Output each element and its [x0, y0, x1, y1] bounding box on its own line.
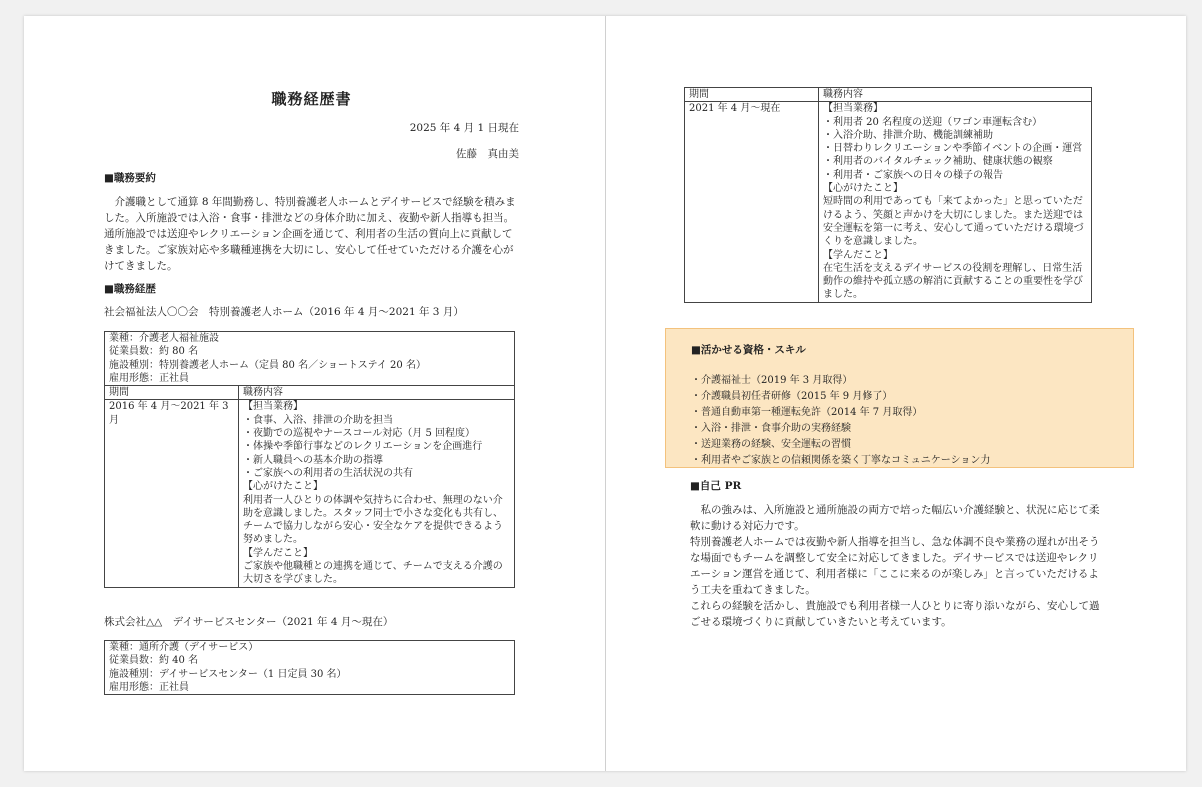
skill-item: ・入浴・排泄・食事介助の実務経験: [691, 423, 851, 434]
pr-line: エーション運営を通じて、利用者様に「ここに来るのが楽しみ」と言っていただけるよ: [690, 568, 1099, 580]
duty-line: ・入浴介助、排泄介助、機能訓練補助: [823, 129, 993, 141]
pr-paragraph: [690, 502, 1100, 630]
page-right: [684, 16, 1104, 771]
summary-line: けてきました。: [104, 260, 178, 272]
duty-line: 【担当業務】: [243, 401, 303, 413]
pr-line: な場面でもチームを調整して安全に対応してきました。デイサービスでは送迎やレクリ: [690, 552, 1099, 564]
author-name: 佐藤 真由美: [456, 148, 519, 160]
header-period: 期間: [105, 386, 239, 399]
period-cell: 2021 年 4 月～現在: [685, 102, 819, 301]
skill-item: ・送迎業務の経験、安全運転の習慣: [691, 439, 851, 450]
duty-line: ・ご家族への利用者の生活状況の共有: [243, 467, 413, 479]
pr-line: ごせる環境づくりに貢献していきたいと考えています。: [690, 616, 952, 628]
pr-line: 特別養護老人ホームでは夜勤や新人指導を担当し、急な体調不良や業務の遅れが出そう: [690, 536, 1100, 548]
header-duty: 職務内容: [243, 387, 283, 399]
duty-line: ・体操や季節行事などのレクリエーションを企画進行: [243, 441, 483, 453]
summary-paragraph: [104, 194, 516, 274]
info-line: 従業員数：約 80 名: [109, 346, 199, 358]
summary-line: 通所施設では送迎やレクリエーション企画を通じて、利用者の生活の質向上に貢献して: [104, 228, 513, 240]
document-date: 2025 年 4 月 1 日現在: [409, 122, 519, 134]
company1-table: [104, 331, 515, 588]
skill-item: ・介護職員初任者研修（2015 年 9 月修了）: [691, 391, 893, 402]
page-divider: [605, 16, 606, 771]
learn-heading: 【学んだこと】: [243, 547, 313, 559]
summary-line: した。入所施設では入浴・食事・排泄などの身体介助に加え、夜勤や新人指導も担当。: [104, 212, 515, 224]
document-spread: [24, 16, 1186, 771]
header-period: 期間: [685, 88, 819, 101]
skill-item: ・利用者やご家族との信頼関係を築く丁寧なコミュニケーション力: [691, 455, 991, 466]
company2-info: [105, 641, 514, 694]
company1-info: [105, 332, 514, 385]
document-title: 職務経歴書: [271, 90, 352, 108]
skills-highlight-box: [665, 328, 1134, 468]
info-line: 従業員数：約 40 名: [109, 655, 199, 667]
company2-duty-table: [684, 87, 1092, 303]
pr-line: 軟に動ける対応力です。: [690, 520, 805, 532]
skills-heading: ■活かせる資格・スキル: [691, 344, 806, 356]
summary-line: きました。ご家族対応や多職種連携を大切にし、安心して任せていただける介護を心が: [104, 244, 514, 256]
period-cell: 2016 年 4 月～2021 年 3 月: [105, 400, 239, 586]
info-line: 業種：通所介護（デイサービス）: [109, 642, 259, 653]
summary-heading: ■職務要約: [104, 172, 156, 184]
learn-text: ご家族や他職種との連携を通じて、チームで支える介護の大切さを学びました。: [243, 561, 503, 586]
header-duty: 職務内容: [823, 89, 863, 100]
learn-text: 在宅生活を支えるデイサービスの役割を理解し、日常生活動作の維持や孤立感の解消に貢献することの重要性を学びました。: [823, 262, 1083, 301]
care-text: 利用者一人ひとりの体調や気持ちに合わせ、無理のない介助を意識しました。スタッフ同士で小さな変化も共有し、チームで協力しながら安心・安全なケアを提供できるよう努めました。: [243, 494, 503, 546]
duty-line: ・新人職員への基本介助の指導: [243, 454, 383, 466]
duty-line: 【心がけたこと】: [823, 183, 903, 195]
pr-line: 私の強みは、入所施設と通所施設の両方で培った幅広い介護経験と、状況に応じて柔: [700, 504, 1100, 516]
pr-heading: ■自己 PR: [690, 480, 742, 492]
table-header-row: [105, 385, 514, 400]
skill-item: ・普通自動車第一種運転免許（2014 年 7 月取得）: [691, 407, 923, 418]
skill-item: ・介護福祉士（2019 年 3 月取得）: [691, 375, 853, 386]
info-line: 施設種別：特別養護老人ホーム（定員 80 名／ショートステイ 20 名）: [109, 359, 426, 371]
summary-line: 介護職として通算 8 年間勤務し、特別養護老人ホームとデイサービスで経験を積みま: [114, 196, 516, 208]
duty-line: ・利用者・ご家族への日々の様子の報告: [823, 169, 1003, 181]
info-line: 雇用形態：正社員: [109, 681, 189, 693]
info-line: 雇用形態：正社員: [109, 372, 189, 384]
duty-cell: [239, 400, 514, 586]
duty-line: ・食事、入浴、排泄の介助を担当: [243, 414, 393, 426]
duty-line: ・日替わりレクリエーションや季節イベントの企画・運営: [823, 143, 1083, 155]
table-header-row: [685, 88, 1091, 102]
duty-line: 【担当業務】: [823, 103, 883, 115]
duty-line: ・夜勤での巡視やナースコール対応（月 5 回程度）: [243, 428, 476, 440]
company1-title: 社会福祉法人〇〇会 特別養護老人ホーム（2016 年 4 月～2021 年 3 月）: [104, 306, 464, 318]
learn-heading: 【学んだこと】: [823, 249, 893, 261]
info-line: 施設種別：デイサービスセンター（1 日定員 30 名）: [109, 668, 347, 680]
page-left: [104, 16, 519, 771]
company2-title: 株式会社△△ デイサービスセンター（2021 年 4 月～現在）: [104, 616, 394, 628]
duty-cell: [819, 102, 1091, 301]
company2-info-table: [104, 640, 515, 695]
pr-line: これらの経験を活かし、貴施設でも利用者様一人ひとりに寄り添いながら、安心して過: [690, 600, 1100, 612]
duty-line: ・利用者のバイタルチェック補助、健康状態の観察: [823, 156, 1053, 168]
table-row: [685, 102, 1091, 301]
info-line: 業種：介護老人福祉施設: [109, 333, 219, 344]
pr-line: う工夫を重ねてきました。: [690, 584, 816, 596]
care-text: 短時間の利用であっても「来てよかった」と思っていただけるよう、笑顔と声かけを大切にしました。また送迎では安全運転を第一に考え、安心して通っていただける環境づくりを意識しました。: [823, 196, 1084, 248]
duty-line: ・利用者 20 名程度の送迎（ワゴン車運転含む）: [823, 116, 1043, 128]
duty-line: 【心がけたこと】: [243, 481, 323, 493]
table-row: [105, 400, 514, 586]
career-heading: ■職務経歴: [104, 283, 156, 295]
